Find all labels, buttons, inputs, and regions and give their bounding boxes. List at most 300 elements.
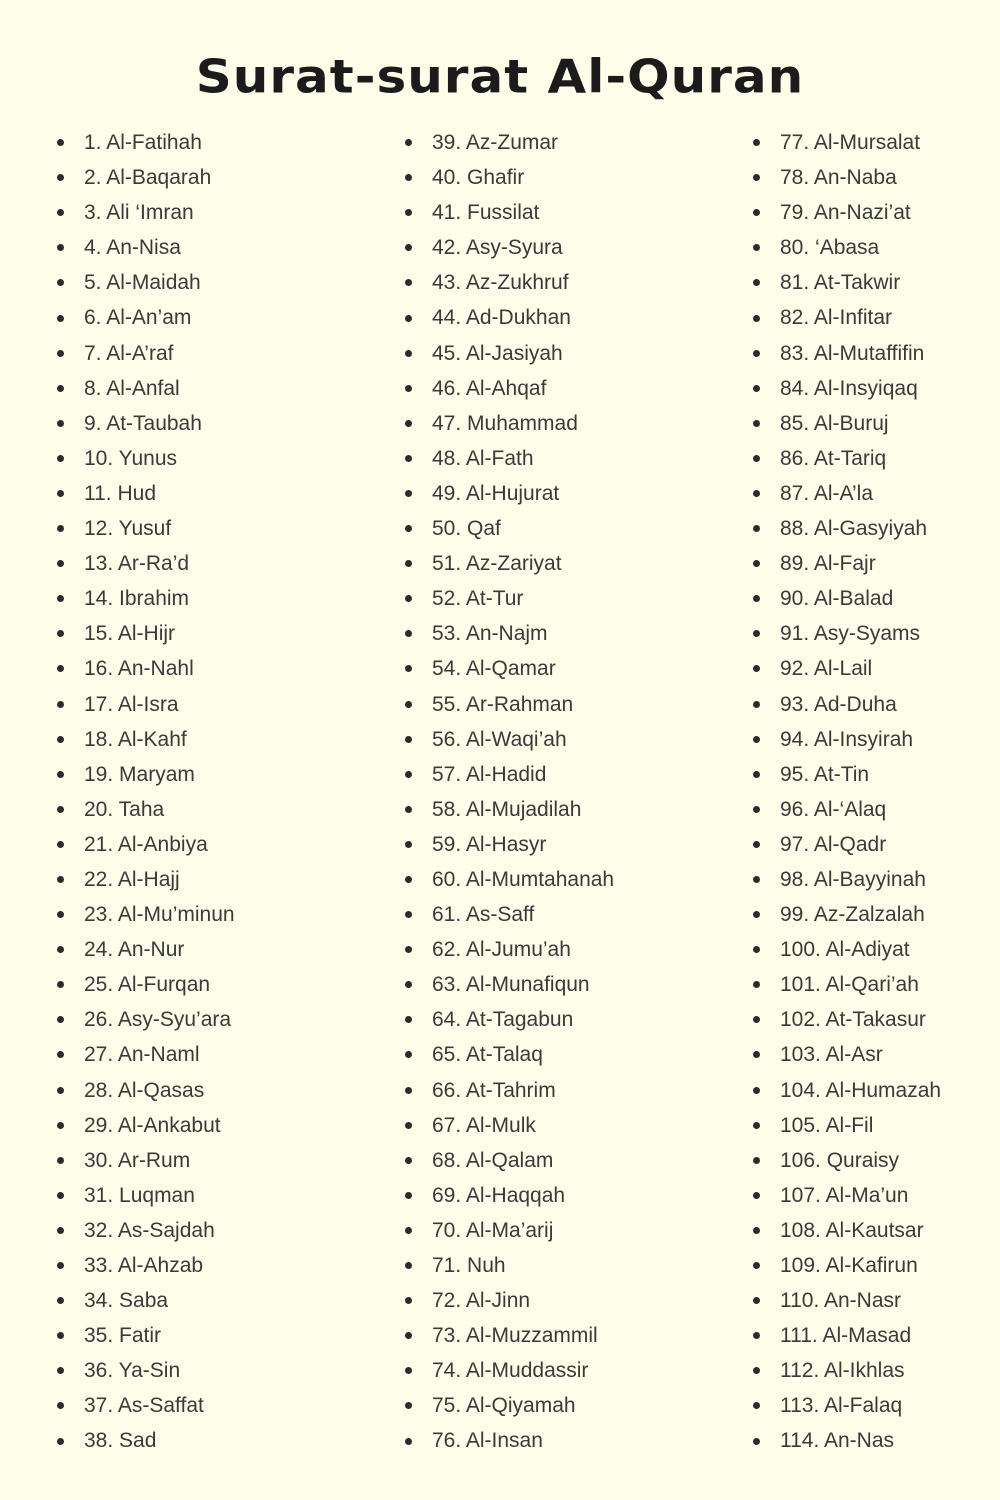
surah-list-item: [751, 160, 941, 195]
surah-list-item: [403, 827, 614, 862]
surah-name: 75. Al-Qiyamah: [432, 1394, 576, 1418]
surah-name: 105. Al-Fil: [780, 1113, 874, 1137]
bullet-icon: [405, 806, 412, 813]
surah-list-item: [403, 862, 614, 897]
surah-name: 98. Al-Bayyinah: [780, 867, 926, 891]
bullet-icon: [405, 1122, 412, 1129]
surah-list-item: [403, 230, 614, 265]
bullet-icon: [405, 1227, 412, 1234]
surah-list-item: [55, 1037, 235, 1072]
bullet-icon: [405, 1438, 412, 1445]
bullet-icon: [753, 385, 760, 392]
bullet-icon: [753, 244, 760, 251]
surah-list-item: [55, 1353, 235, 1388]
surah-list-item: [55, 1248, 235, 1283]
surah-name: 87. Al-A’la: [780, 481, 873, 505]
bullet-icon: [753, 630, 760, 637]
bullet-icon: [57, 1051, 64, 1058]
surah-name: 102. At-Takasur: [780, 1008, 926, 1032]
surah-list-item: [751, 265, 941, 300]
surah-list-item: [55, 1423, 235, 1458]
surah-list-item: [55, 1073, 235, 1108]
bullet-icon: [57, 1087, 64, 1094]
surah-list-column-2: [403, 125, 614, 1459]
surah-name: 52. At-Tur: [432, 587, 524, 611]
bullet-icon: [57, 350, 64, 357]
surah-list-item: [751, 1178, 941, 1213]
surah-name: 8. Al-Anfal: [84, 376, 180, 400]
surah-list-item: [751, 371, 941, 406]
surah-list-item: [751, 1388, 941, 1423]
surah-list-item: [55, 195, 235, 230]
surah-list-item: [55, 1108, 235, 1143]
surah-list-item: [751, 722, 941, 757]
surah-list-item: [751, 1002, 941, 1037]
surah-list-item: [751, 1423, 941, 1458]
bullet-icon: [405, 1367, 412, 1374]
surah-name: 76. Al-Insan: [432, 1429, 543, 1453]
surah-name: 1. Al-Fatihah: [84, 131, 202, 154]
surah-list-item: [751, 1283, 941, 1318]
surah-name: 82. Al-Infitar: [780, 306, 893, 330]
surah-name: 91. Asy-Syams: [780, 622, 921, 646]
surah-list-item: [55, 1283, 235, 1318]
bullet-icon: [753, 946, 760, 953]
surah-list-item: [55, 160, 235, 195]
surah-list-item: [751, 1108, 941, 1143]
surah-list-item: [55, 546, 235, 581]
surah-list-item: [751, 1213, 941, 1248]
bullet-icon: [753, 841, 760, 848]
surah-list-item: [55, 1143, 235, 1178]
surah-name: 3. Ali ‘Imran: [84, 201, 194, 225]
bullet-icon: [57, 139, 64, 146]
bullet-icon: [753, 315, 760, 322]
surah-name: 49. Al-Hujurat: [432, 481, 560, 505]
surah-name: 50. Qaf: [432, 517, 501, 541]
surah-name: 112. Al-Ikhlas: [780, 1359, 905, 1383]
bullet-icon: [57, 701, 64, 708]
surah-name: 22. Al-Hajj: [84, 867, 180, 891]
surah-list-item: [403, 441, 614, 476]
bullet-icon: [753, 1227, 760, 1234]
surah-list-item: [55, 1178, 235, 1213]
surah-list-item: [751, 1248, 941, 1283]
surah-list-item: [55, 125, 235, 160]
bullet-icon: [57, 1157, 64, 1164]
surah-name: 56. Al-Waqi’ah: [432, 727, 567, 751]
bullet-icon: [405, 560, 412, 567]
bullet-icon: [753, 1192, 760, 1199]
bullet-icon: [405, 174, 412, 181]
surah-list-item: [55, 581, 235, 616]
bullet-icon: [753, 1016, 760, 1023]
surah-name: 104. Al-Humazah: [780, 1078, 942, 1102]
bullet-icon: [405, 1332, 412, 1339]
bullet-icon: [57, 1297, 64, 1304]
bullet-icon: [57, 1367, 64, 1374]
surah-list-item: [403, 1423, 614, 1458]
surah-list-item: [403, 195, 614, 230]
surah-name: 99. Az-Zalzalah: [780, 903, 925, 927]
bullet-icon: [405, 490, 412, 497]
surah-name: 66. At-Tahrim: [432, 1078, 556, 1102]
surah-name: 68. Al-Qalam: [432, 1148, 554, 1172]
surah-name: 31. Luqman: [84, 1183, 195, 1207]
bullet-icon: [405, 1087, 412, 1094]
surah-name: 35. Fatir: [84, 1324, 162, 1348]
bullet-icon: [753, 1157, 760, 1164]
surah-name: 86. At-Tariq: [780, 446, 887, 470]
bullet-icon: [57, 911, 64, 918]
bullet-icon: [405, 209, 412, 216]
surah-list-item: [55, 757, 235, 792]
page-title: Surat-surat Al-Quran: [195, 49, 805, 104]
surah-list-item: [751, 1073, 941, 1108]
surah-list-item: [403, 1318, 614, 1353]
surah-list-item: [403, 967, 614, 1002]
surah-list-item: [751, 1143, 941, 1178]
surah-name: 36. Ya-Sin: [84, 1359, 181, 1383]
surah-list-item: [403, 265, 614, 300]
surah-name: 58. Al-Mujadilah: [432, 797, 582, 821]
surah-name: 103. Al-Asr: [780, 1043, 883, 1067]
surah-list-item: [403, 336, 614, 371]
bullet-icon: [753, 1367, 760, 1374]
bullet-icon: [753, 701, 760, 708]
surah-list-column-1: [55, 125, 235, 1459]
surah-list-item: [403, 581, 614, 616]
surah-name: 108. Al-Kautsar: [780, 1218, 924, 1242]
surah-list-item: [403, 651, 614, 686]
surah-name: 45. Al-Jasiyah: [432, 341, 563, 365]
surah-name: 114. An-Nas: [780, 1429, 895, 1453]
surah-list-item: [751, 757, 941, 792]
surah-list-item: [403, 1353, 614, 1388]
bullet-icon: [405, 736, 412, 743]
bullet-icon: [753, 350, 760, 357]
surah-list-item: [55, 300, 235, 335]
surah-list-item: [55, 1388, 235, 1423]
bullet-icon: [405, 139, 412, 146]
bullet-icon: [57, 630, 64, 637]
surah-list-item: [55, 1002, 235, 1037]
bullet-icon: [753, 736, 760, 743]
surah-name: 12. Yusuf: [84, 517, 172, 541]
surah-list-item: [55, 476, 235, 511]
surah-list-item: [751, 827, 941, 862]
surah-list-item: [403, 160, 614, 195]
bullet-icon: [753, 1087, 760, 1094]
surah-name: 80. ‘Abasa: [780, 236, 880, 260]
bullet-icon: [57, 209, 64, 216]
surah-name: 43. Az-Zukhruf: [432, 271, 569, 295]
bullet-icon: [753, 876, 760, 883]
surah-list-item: [403, 1143, 614, 1178]
surah-list-item: [403, 1037, 614, 1072]
surah-name: 106. Quraisy: [780, 1148, 900, 1172]
bullet-icon: [753, 560, 760, 567]
surah-name: 79. An-Nazi’at: [780, 201, 911, 225]
bullet-icon: [57, 490, 64, 497]
bullet-icon: [405, 946, 412, 953]
surah-list-item: [55, 792, 235, 827]
bullet-icon: [753, 420, 760, 427]
surah-list-item: [55, 441, 235, 476]
surah-list-item: [751, 792, 941, 827]
surah-name: 100. Al-Adiyat: [780, 938, 910, 962]
surah-list-item: [55, 651, 235, 686]
surah-name: 57. Al-Hadid: [432, 762, 547, 786]
surah-list-item: [751, 967, 941, 1002]
surah-name: 44. Ad-Dukhan: [432, 306, 571, 330]
bullet-icon: [405, 420, 412, 427]
bullet-icon: [57, 1016, 64, 1023]
surah-name: 15. Al-Hijr: [84, 622, 176, 646]
bullet-icon: [57, 420, 64, 427]
surah-list-item: [55, 862, 235, 897]
bullet-icon: [753, 665, 760, 672]
surah-list-item: [55, 967, 235, 1002]
bullet-icon: [57, 841, 64, 848]
surah-list-item: [55, 827, 235, 862]
surah-name: 23. Al-Mu’minun: [84, 903, 235, 927]
surah-list-item: [403, 616, 614, 651]
bullet-icon: [405, 1016, 412, 1023]
surah-name: 59. Al-Hasyr: [432, 832, 547, 856]
bullet-icon: [405, 911, 412, 918]
surah-name: 60. Al-Mumtahanah: [432, 867, 615, 891]
surah-name: 110. An-Nasr: [780, 1289, 902, 1313]
bullet-icon: [405, 244, 412, 251]
surah-name: 28. Al-Qasas: [84, 1078, 205, 1102]
bullet-icon: [405, 1402, 412, 1409]
bullet-icon: [405, 455, 412, 462]
bullet-icon: [57, 1402, 64, 1409]
bullet-icon: [405, 701, 412, 708]
bullet-icon: [405, 1157, 412, 1164]
surah-list-item: [55, 616, 235, 651]
surah-list-item: [55, 1213, 235, 1248]
bullet-icon: [405, 1192, 412, 1199]
bullet-icon: [405, 350, 412, 357]
surah-list-item: [751, 616, 941, 651]
surah-list-item: [751, 476, 941, 511]
surah-name: 27. An-Naml: [84, 1043, 200, 1067]
surah-list-item: [403, 1213, 614, 1248]
surah-list-item: [55, 932, 235, 967]
surah-name: 73. Al-Muzzammil: [432, 1324, 598, 1348]
surah-name: 6. Al-An’am: [84, 306, 192, 330]
surah-name: 21. Al-Anbiya: [84, 832, 208, 856]
surah-list-item: [403, 371, 614, 406]
surah-name: 111. Al-Masad: [780, 1324, 912, 1348]
surah-name: 41. Fussilat: [432, 201, 540, 225]
surah-list-item: [751, 651, 941, 686]
surah-name: 16. An-Nahl: [84, 657, 194, 681]
surah-name: 94. Al-Insyirah: [780, 727, 914, 751]
surah-list-item: [403, 792, 614, 827]
bullet-icon: [57, 981, 64, 988]
surah-list-item: [751, 862, 941, 897]
bullet-icon: [57, 1192, 64, 1199]
surah-list-item: [751, 932, 941, 967]
surah-list-item: [403, 511, 614, 546]
bullet-icon: [753, 174, 760, 181]
bullet-icon: [57, 174, 64, 181]
surah-name: 92. Al-Lail: [780, 657, 873, 681]
bullet-icon: [57, 279, 64, 286]
surah-name: 88. Al-Gasyiyah: [780, 517, 928, 541]
surah-list-item: [403, 300, 614, 335]
surah-list-item: [403, 1178, 614, 1213]
bullet-icon: [57, 525, 64, 532]
surah-name: 97. Al-Qadr: [780, 832, 887, 856]
surah-name: 81. At-Takwir: [780, 271, 901, 295]
surah-name: 84. Al-Insyiqaq: [780, 376, 918, 400]
bullet-icon: [57, 385, 64, 392]
bullet-icon: [753, 139, 760, 146]
bullet-icon: [57, 315, 64, 322]
bullet-icon: [57, 1262, 64, 1269]
bullet-icon: [57, 876, 64, 883]
surah-name: 20. Taha: [84, 797, 165, 821]
surah-list-item: [751, 581, 941, 616]
surah-name: 37. As-Saffat: [84, 1394, 204, 1418]
bullet-icon: [57, 1227, 64, 1234]
surah-list-item: [751, 336, 941, 371]
surah-list-item: [403, 476, 614, 511]
bullet-icon: [753, 209, 760, 216]
bullet-icon: [753, 1262, 760, 1269]
surah-name: 40. Ghafir: [432, 166, 525, 190]
surah-list-item: [403, 1283, 614, 1318]
surah-list-item: [55, 722, 235, 757]
bullet-icon: [57, 665, 64, 672]
bullet-icon: [753, 455, 760, 462]
surah-list-item: [403, 897, 614, 932]
surah-name: 93. Ad-Duha: [780, 692, 897, 716]
surah-list-item: [403, 1002, 614, 1037]
surah-list-item: [403, 1073, 614, 1108]
surah-name: 65. At-Talaq: [432, 1043, 543, 1067]
surah-list-item: [55, 511, 235, 546]
surah-name: 11. Hud: [84, 481, 156, 505]
surah-name: 48. Al-Fath: [432, 446, 534, 470]
surah-list-item: [55, 687, 235, 722]
surah-name: 26. Asy-Syu’ara: [84, 1008, 232, 1032]
surah-list-item: [751, 125, 941, 160]
bullet-icon: [57, 455, 64, 462]
surah-name: 53. An-Najm: [432, 622, 548, 646]
bullet-icon: [57, 946, 64, 953]
surah-name: 54. Al-Qamar: [432, 657, 556, 681]
surah-name: 71. Nuh: [432, 1254, 506, 1277]
bullet-icon: [405, 981, 412, 988]
bullet-icon: [753, 1297, 760, 1304]
surah-name: 101. Al-Qari’ah: [780, 973, 919, 997]
surah-list-item: [403, 406, 614, 441]
surah-name: 46. Al-Ahqaf: [432, 376, 547, 400]
surah-name: 9. At-Taubah: [84, 411, 202, 435]
surah-name: 4. An-Nisa: [84, 236, 181, 260]
surah-name: 38. Sad: [84, 1429, 157, 1453]
bullet-icon: [57, 771, 64, 778]
bullet-icon: [57, 1438, 64, 1445]
surah-name: 19. Maryam: [84, 762, 195, 786]
surah-list-item: [55, 371, 235, 406]
bullet-icon: [753, 595, 760, 602]
surah-name: 95. At-Tin: [780, 762, 870, 786]
surah-name: 34. Saba: [84, 1289, 169, 1313]
bullet-icon: [405, 665, 412, 672]
surah-name: 47. Muhammad: [432, 411, 578, 435]
bullet-icon: [405, 876, 412, 883]
surah-name: 33. Al-Ahzab: [84, 1254, 204, 1277]
surah-list-item: [55, 897, 235, 932]
bullet-icon: [753, 1438, 760, 1445]
surah-list-item: [751, 1353, 941, 1388]
surah-name: 29. Al-Ankabut: [84, 1113, 221, 1137]
bullet-icon: [753, 1051, 760, 1058]
surah-name: 18. Al-Kahf: [84, 727, 187, 751]
surah-name: 64. At-Tagabun: [432, 1008, 574, 1032]
bullet-icon: [57, 560, 64, 567]
bullet-icon: [405, 1051, 412, 1058]
bullet-icon: [405, 841, 412, 848]
surah-list-item: [751, 546, 941, 581]
bullet-icon: [405, 771, 412, 778]
surah-list-item: [403, 546, 614, 581]
surah-name: 62. Al-Jumu’ah: [432, 938, 571, 962]
surah-list-item: [403, 1108, 614, 1143]
bullet-icon: [753, 1402, 760, 1409]
bullet-icon: [753, 525, 760, 532]
bullet-icon: [405, 279, 412, 286]
bullet-icon: [753, 279, 760, 286]
surah-name: 72. Al-Jinn: [432, 1289, 531, 1313]
surah-name: 83. Al-Mutaffifin: [780, 341, 925, 365]
bullet-icon: [405, 595, 412, 602]
surah-name: 107. Al-Ma’un: [780, 1183, 909, 1207]
surah-name: 89. Al-Fajr: [780, 552, 876, 576]
bullet-icon: [57, 595, 64, 602]
bullet-icon: [57, 244, 64, 251]
bullet-icon: [753, 771, 760, 778]
surah-name: 109. Al-Kafirun: [780, 1254, 918, 1277]
surah-name: 39. Az-Zumar: [432, 131, 559, 154]
surah-list-item: [403, 757, 614, 792]
surah-list-item: [55, 336, 235, 371]
surah-list-item: [751, 897, 941, 932]
surah-list-item: [55, 265, 235, 300]
bullet-icon: [753, 981, 760, 988]
surah-name: 30. Ar-Rum: [84, 1148, 191, 1172]
bullet-icon: [753, 806, 760, 813]
surah-name: 25. Al-Furqan: [84, 973, 211, 997]
bullet-icon: [57, 806, 64, 813]
surah-name: 2. Al-Baqarah: [84, 166, 212, 190]
surah-name: 32. As-Sajdah: [84, 1218, 215, 1242]
surah-list-item: [751, 1318, 941, 1353]
surah-list-item: [403, 1248, 614, 1283]
bullet-icon: [405, 630, 412, 637]
surah-list-item: [751, 195, 941, 230]
surah-list-item: [751, 441, 941, 476]
surah-list-item: [403, 1388, 614, 1423]
surah-name: 24. An-Nur: [84, 938, 185, 962]
bullet-icon: [57, 1122, 64, 1129]
